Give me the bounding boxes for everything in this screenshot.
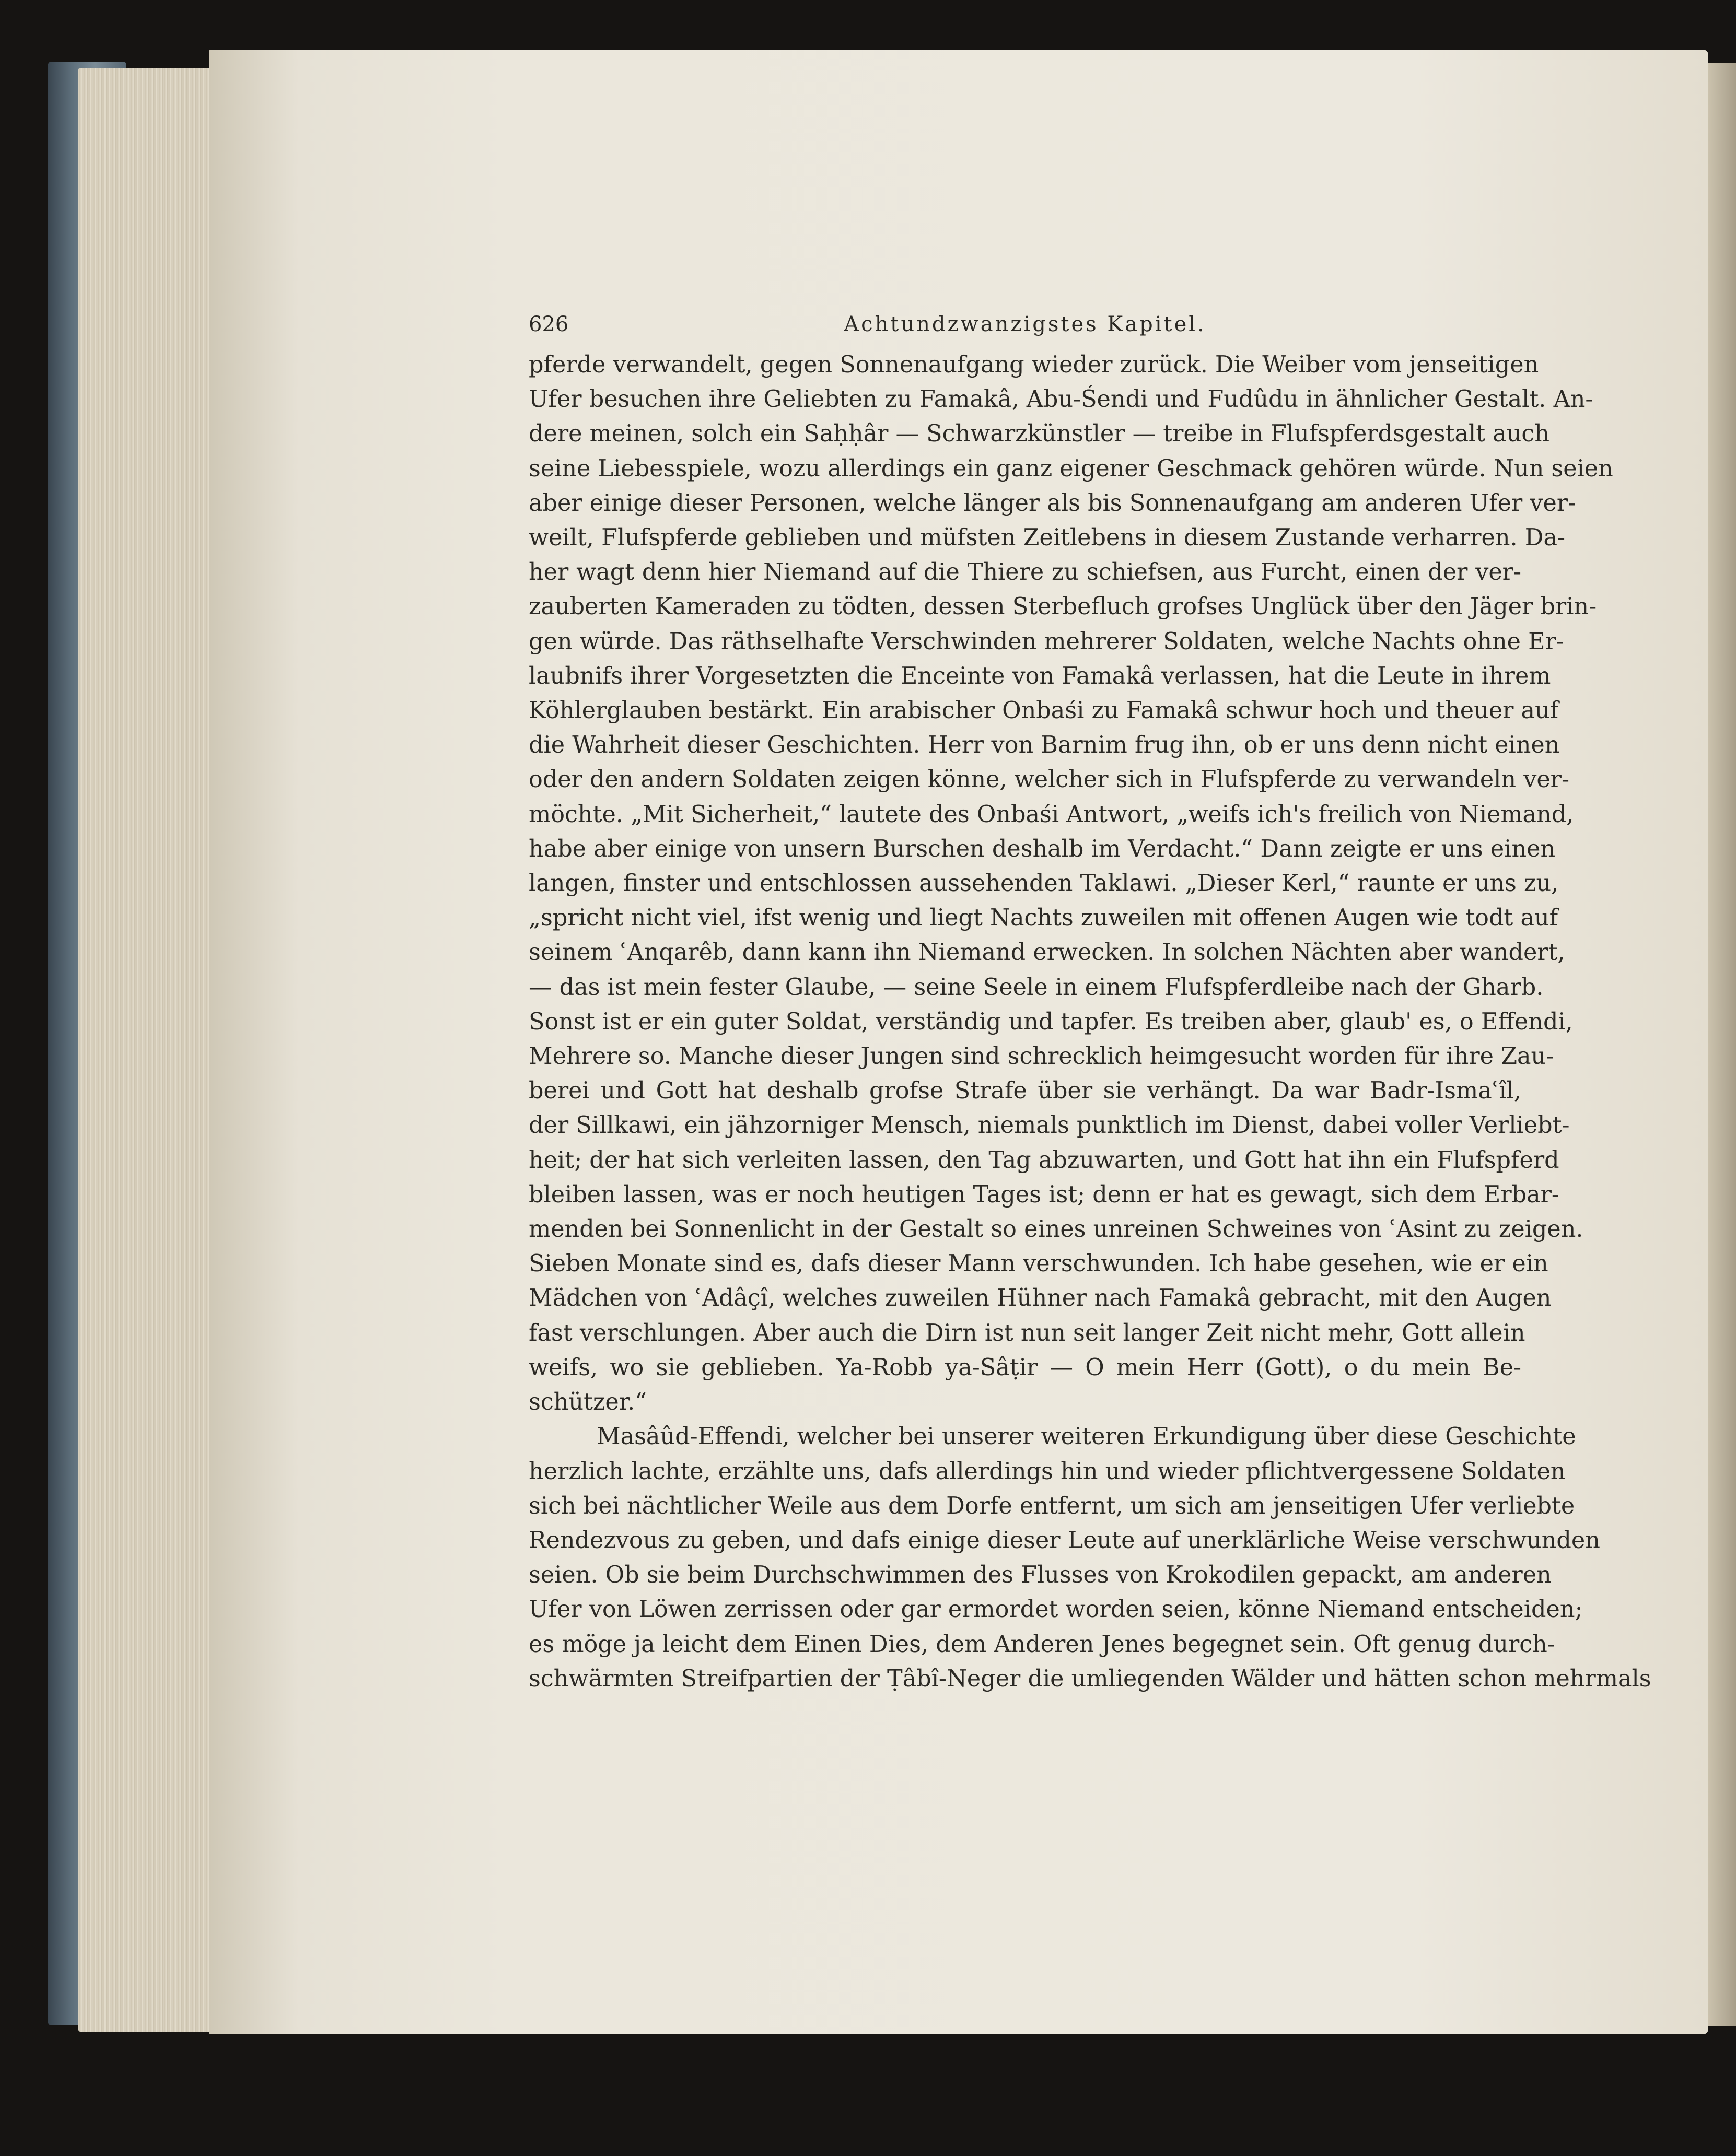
page-number: 626 (529, 312, 569, 336)
text-line: weilt, Flufspferde geblieben und müfsten Zeitlebens in diesem Zustande verharren. Da- (529, 524, 1566, 552)
text-line: „spricht nicht viel, ifst wenig und liegt Nachts zuweilen mit offenen Augen wie todt auf (529, 905, 1558, 932)
text-line: möchte. „Mit Sicherheit,“ lautete des Onbaśi Antwort, „weifs ich's freilich von Niemand, (529, 801, 1574, 828)
paragraph (529, 1420, 1651, 1696)
text-line: berei und Gott hat deshalb grofse Strafe über sie verhängt. Da war Badr-Ismaʿîl, (529, 1077, 1521, 1105)
text-line: aber einige dieser Personen, welche länger als bis Sonnenaufgang am anderen Ufer ver- (529, 489, 1576, 517)
text-line: laubnifs ihrer Vorgesetzten die Enceinte von Famakâ verlassen, hat die Leute in ihrem (529, 662, 1551, 689)
text-line: seinem ʿAnqarêb, dann kann ihn Niemand erwecken. In solchen Nächten aber wandert, (529, 939, 1565, 966)
text-line: heit; der hat sich verleiten lassen, den Tag abzuwarten, und Gott hat ihn ein Flufspferd (529, 1146, 1559, 1174)
text-line: weifs, wo sie geblieben. Ya-Robb ya-Sâṭir — O mein Herr (Gott), o du mein Be- (529, 1354, 1521, 1381)
text-line: bleiben lassen, was er noch heutigen Tages ist; denn er hat es gewagt, sich dem Erbar- (529, 1181, 1559, 1208)
text-line: — das ist mein fester Glaube, — seine Seele in einem Flufspferdleibe nach der Gharb. (529, 974, 1544, 1001)
text-line: Ufer besuchen ihre Geliebten zu Famakâ, Abu-Śendi und Fudûdu in ähnlicher Gestalt. An- (529, 386, 1593, 413)
text-line: Mehrere so. Manche dieser Jungen sind schrecklich heimgesucht worden für ihre Zau- (529, 1043, 1554, 1070)
text-line: Mädchen von ʿAdâçî, welches zuweilen Hühner nach Famakâ gebracht, mit den Augen (529, 1285, 1552, 1312)
text-line: seine Liebesspiele, wozu allerdings ein ganz eigener Geschmack gehören würde. Nun seien (529, 455, 1613, 482)
text-line: Sonst ist er ein guter Soldat, verständig und tapfer. Es treiben aber, glaub' es, o Effendi, (529, 1008, 1573, 1035)
text-line: herzlich lachte, erzählte uns, dafs allerdings hin und wieder pflichtvergessene Soldaten (529, 1458, 1566, 1485)
text-line: menden bei Sonnenlicht in der Gestalt so eines unreinen Schweines von ʿAsint zu zeigen. (529, 1216, 1583, 1243)
text-line: schwärmten Streifpartien der Ṭâbî-Neger die umliegenden Wälder und hätten schon mehrmals (529, 1665, 1651, 1692)
chapter-title: Achtundzwanzigstes Kapitel. (844, 312, 1206, 336)
text-line: zauberten Kameraden zu tödten, dessen Sterbefluch grofses Unglück über den Jäger brin- (529, 593, 1597, 620)
text-line: langen, finster und entschlossen aussehenden Taklawi. „Dieser Kerl,“ raunte er uns zu, (529, 870, 1559, 897)
text-line: gen würde. Das räthselhafte Verschwinden mehrerer Soldaten, welche Nachts ohne Er- (529, 628, 1564, 655)
text-line: Masâûd-Effendi, welcher bei unserer weiteren Erkundigung über diese Geschichte (597, 1423, 1576, 1450)
text-line: fast verschlungen. Aber auch die Dirn ist nun seit langer Zeit nicht mehr, Gott allein (529, 1319, 1525, 1346)
text-block (529, 312, 1651, 1696)
text-line: Sieben Monate sind es, dafs dieser Mann verschwunden. Ich habe gesehen, wie er ein (529, 1250, 1548, 1278)
text-line: dere meinen, solch ein Saḥḥâr — Schwarzkünstler — treibe in Flufspferdsgestalt auch (529, 420, 1550, 448)
text-line: habe aber einige von unsern Burschen deshalb im Verdacht.“ Dann zeigte er uns einen (529, 835, 1556, 862)
text-line: Köhlerglauben bestärkt. Ein arabischer Onbaśi zu Famakâ schwur hoch und theuer auf (529, 697, 1559, 724)
facing-page-edge (1708, 63, 1736, 2026)
text-line: oder den andern Soldaten zeigen könne, welcher sich in Flufspferde zu verwandeln ver- (529, 766, 1569, 793)
text-line: Ufer von Löwen zerrissen oder gar ermordet worden seien, könne Niemand entscheiden; (529, 1596, 1583, 1623)
text-line: es möge ja leicht dem Einen Dies, dem Anderen Jenes begegnet sein. Oft genug durch- (529, 1631, 1555, 1658)
paragraph (529, 348, 1613, 1420)
text-line: Rendezvous zu geben, und dafs einige dieser Leute auf unerklärliche Weise verschwunden (529, 1527, 1600, 1554)
text-line: der Sillkawi, ein jähzorniger Mensch, niemals punktlich im Dienst, dabei voller Verliebt- (529, 1112, 1570, 1139)
running-header (529, 312, 1521, 344)
text-line: her wagt denn hier Niemand auf die Thiere zu schiefsen, aus Furcht, einen der ver- (529, 559, 1521, 586)
text-line: pferde verwandelt, gegen Sonnenaufgang wieder zurück. Die Weiber vom jenseitigen (529, 351, 1539, 378)
text-line: schützer.“ (529, 1389, 647, 1416)
text-line: sich bei nächtlicher Weile aus dem Dorfe entfernt, um sich am jenseitigen Ufer verliebte (529, 1492, 1575, 1519)
body-text (529, 348, 1651, 1696)
text-line: seien. Ob sie beim Durchschwimmen des Flusses von Krokodilen gepackt, am anderen (529, 1562, 1552, 1589)
text-line: die Wahrheit dieser Geschichten. Herr von Barnim frug ihn, ob er uns denn nicht einen (529, 732, 1560, 759)
